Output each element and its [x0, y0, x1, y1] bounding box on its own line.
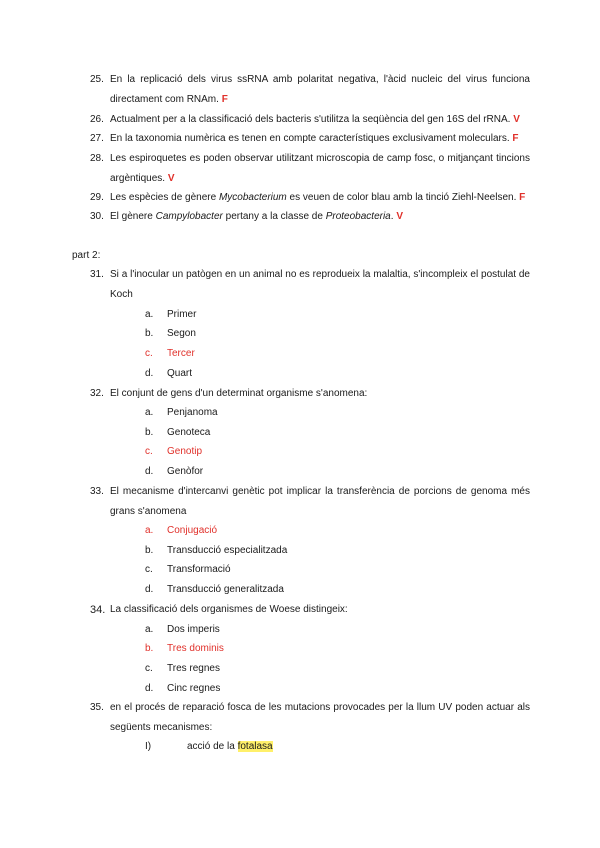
question-number: 26. [90, 114, 104, 125]
question-33 [90, 482, 530, 522]
question-32 [90, 384, 530, 404]
option-34a: a. Dos imperis [145, 624, 220, 635]
question-number: 33. [90, 486, 104, 497]
class-name: Proteobacteria [325, 211, 391, 222]
question-30 [90, 207, 530, 227]
answer-mark: V [167, 173, 175, 184]
question-29 [90, 188, 530, 208]
question-text: . [390, 211, 394, 222]
question-number: 29. [90, 192, 104, 203]
suboption-text: acció de la [187, 741, 238, 752]
question-25 [90, 70, 530, 110]
option-31d: d. Quart [145, 368, 193, 379]
option-33a-correct: a. Conjugació [145, 525, 218, 536]
question-number: 31. [90, 269, 104, 280]
question-35 [90, 698, 530, 738]
answer-mark: F [221, 94, 228, 105]
question-number: 35. [90, 702, 104, 713]
question-28 [90, 149, 530, 189]
option-34c: c. Tres regnes [145, 663, 220, 674]
question-text: Si a l'inocular un patògen en un animal no es reprodueix la malaltia, s'incompleix el postulat de Koch [110, 269, 530, 300]
option-34d: d. Cinc regnes [145, 683, 221, 694]
highlighted-word: fotalasa [237, 741, 273, 752]
question-number: 34. [90, 604, 106, 616]
question-text: Les espècies de gènere [110, 192, 219, 203]
question-27 [90, 129, 530, 149]
answer-mark: V [513, 114, 520, 125]
question-text: pertany a la classe de [222, 211, 326, 222]
option-33b: b. Transducció especialitzada [145, 545, 288, 556]
question-number: 27. [90, 133, 104, 144]
question-number: 25. [90, 74, 104, 85]
option-31b: b. Segon [145, 328, 196, 339]
option-31c-correct: c. Tercer [145, 348, 195, 359]
question-31 [90, 265, 530, 305]
question-number: 30. [90, 211, 104, 222]
answer-mark: V [396, 211, 403, 222]
option-32c-correct: c. Genotip [145, 446, 203, 457]
question-text: En la replicació dels virus ssRNA amb polaritat negativa, l'àcid nucleic del virus funciona directament com RNAm. [110, 74, 530, 105]
question-26 [90, 110, 530, 130]
option-31a: a. Primer [145, 309, 197, 320]
genus-name: Campylobacter [155, 211, 223, 222]
question-text: El mecanisme d'intercanvi genètic pot implicar la transferència de porcions de genoma més grans s'anomena [110, 486, 530, 517]
option-32a: a. Penjanoma [145, 407, 218, 418]
question-text: Les espiroquetes es poden observar utilitzant microscopia de camp fosc, o mitjançant tincions argèntiques. [110, 153, 530, 184]
question-34 [90, 600, 530, 620]
question-text: La classificació dels organismes de Woese distingeix: [110, 604, 348, 615]
suboption-35-i [145, 740, 273, 754]
option-33c: c. Transformació [145, 564, 231, 575]
answer-mark: F [512, 133, 519, 144]
question-text: El gènere [110, 211, 156, 222]
question-number: 32. [90, 388, 104, 399]
question-text: El conjunt de gens d'un determinat organisme s'anomena: [110, 388, 368, 399]
option-32b: b. Genoteca [145, 427, 211, 438]
genus-name: Mycobacterium [218, 192, 287, 203]
question-number: 28. [90, 153, 104, 164]
question-text: En la taxonomia numèrica es tenen en compte característiques exclusivament moleculars. [110, 133, 510, 144]
question-text: es veuen de color blau amb la tinció Ziehl-Neelsen. [286, 192, 517, 203]
roman-numeral: I) [145, 741, 152, 752]
question-text: Actualment per a la classificació dels bacteris s'utilitza la seqüència del gen 16S del rRNA. [110, 114, 511, 125]
question-text: en el procés de reparació fosca de les mutacions provocades per la llum UV poden actuar als següents mecanismes: [110, 702, 530, 733]
option-34b-correct: b. Tres dominis [145, 643, 224, 654]
option-32d: d. Genòfor [145, 466, 204, 477]
part-2-heading: part 2: [72, 250, 101, 261]
option-33d: d. Transducció generalitzada [145, 584, 284, 595]
answer-mark: F [519, 192, 526, 203]
